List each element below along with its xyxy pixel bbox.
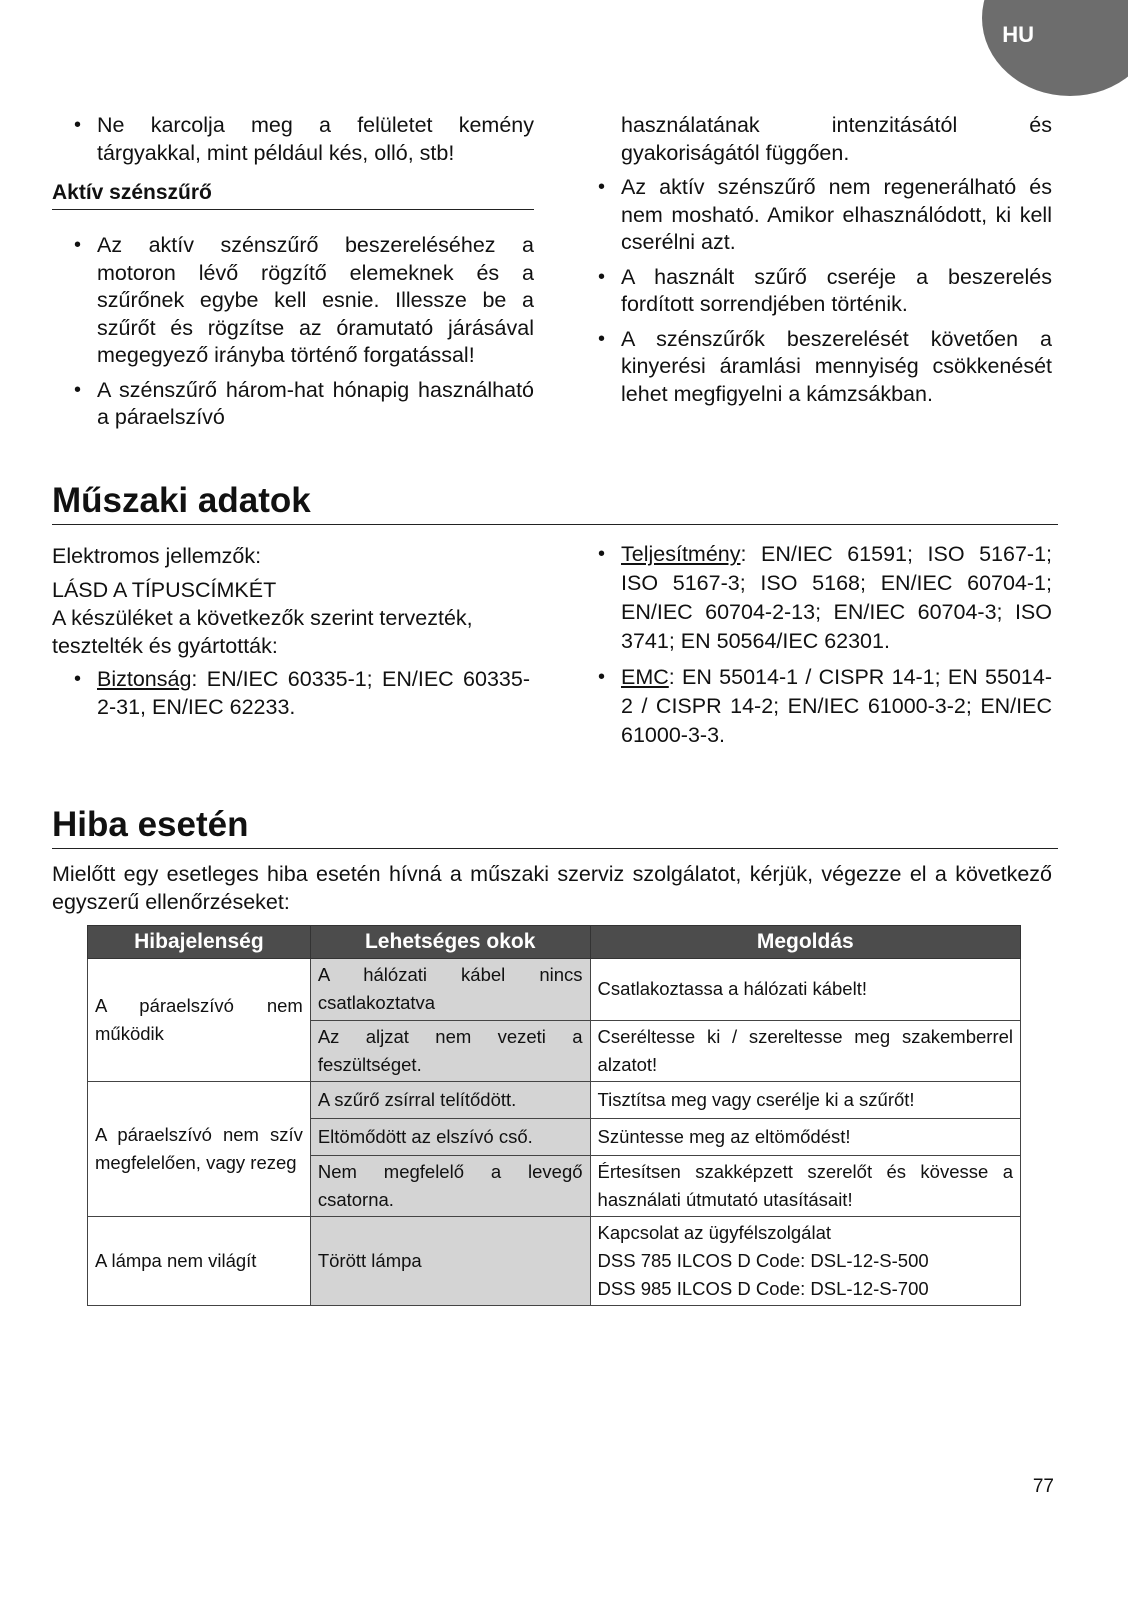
solution-cell: [590, 1217, 1020, 1306]
scratch-bullet: • Ne karcolja meg a felületet kemény tárgyakkal, mint például kés, olló, stb!: [52, 112, 534, 167]
cause-cell: A hálózati kábel nincs csatlakoztatva: [310, 959, 590, 1021]
language-badge: [982, 0, 1128, 96]
tech-data-heading: Műszaki adatok: [52, 482, 1058, 525]
tech-right-column: [576, 540, 1052, 757]
filter-install-bullet: • Az aktív szénszűrő beszereléséhez a motoron lévő rögzítő elemeknek és a szűrőnek egybe kell esnie. Illessze be a szűrőt és rögzítse az óramutató járásával megegyező irányba történő forgatással!: [52, 232, 534, 370]
cause-cell: Az aljzat nem vezeti a feszültséget.: [310, 1020, 590, 1082]
tech-left-column: [52, 542, 530, 728]
filter-replace-bullet: • A használt szűrő cseréje a beszerelés fordított sorrendjében történik.: [576, 264, 1052, 319]
cause-cell: Eltömődött az elszívó cső.: [310, 1119, 590, 1156]
filter-subheading: Aktív szénszűrő: [52, 181, 534, 210]
filter-not-washable-bullet: • Az aktív szénszűrő nem regenerálható és nem mosható. Amikor elhasználódott, ki kell cserélni azt.: [576, 174, 1052, 257]
page-number: 77: [1032, 1476, 1054, 1497]
symptom-cell: A lámpa nem világít: [88, 1217, 311, 1306]
cause-cell: Nem megfelelő a levegő csatorna.: [310, 1156, 590, 1217]
emc-label: EMC: [621, 665, 669, 689]
solution-cell: Cseréltesse ki / szereltesse meg szakemberrel alzatot!: [590, 1020, 1020, 1082]
airflow-reduction-bullet: • A szénszűrők beszerelését követően a kinyerési áramlási mennyiség csökkenését lehet megfigyelni a kámzsákban.: [576, 326, 1052, 409]
top-left-column: [52, 112, 534, 439]
troubleshooting-intro: Mielőtt egy esetleges hiba esetén hívná a műszaki szerviz szolgálatot, kérjük, végezze el a következő egyszerű ellenőrzéseket:: [52, 862, 1052, 914]
emc-bullet: [576, 663, 1052, 750]
solution-cell: Tisztítsa meg vagy cserélje ki a szűrőt!: [590, 1082, 1020, 1119]
symptom-cell: A páraelszívó nem szív megfelelően, vagy rezeg: [88, 1082, 311, 1217]
performance-label: Teljesítmény: [621, 542, 741, 566]
see-rating-label: LÁSD A TÍPUSCÍMKÉT: [52, 578, 277, 602]
safety-label: Biztonság: [97, 667, 192, 691]
performance-standards: : EN/IEC 61591; ISO 5167-1; ISO 5167-3; ISO 5168; EN/IEC 60704-1; EN/IEC 60704-2-13; EN/IEC 60704-3; ISO 3741; EN 50564/IEC 62301.: [621, 542, 1052, 653]
safety-bullet: [52, 666, 530, 721]
safety-standards: : EN/IEC 60335-1; EN/IEC 60335-2-31, EN/IEC 62233.: [97, 667, 530, 719]
troubleshooting-heading: Hiba esetén: [52, 806, 1058, 849]
table-row: [88, 1217, 1021, 1306]
solution-cell: Csatlakoztassa a hálózati kábelt!: [590, 959, 1020, 1021]
table-row: [88, 1082, 1021, 1119]
cause-cell: Törött lámpa: [310, 1217, 590, 1306]
solution-line: Kapcsolat az ügyfélszolgálat: [597, 1222, 831, 1243]
language-label: HU: [1002, 22, 1034, 47]
emc-standards: : EN 55014-1 / CISPR 14-1; EN 55014-2 / CISPR 14-2; EN/IEC 61000-3-2; EN/IEC 61000-3-3.: [621, 665, 1052, 747]
electrical-label: Elektromos jellemzők:: [52, 544, 262, 568]
column-header: Lehetséges okok: [310, 926, 590, 959]
solution-line: DSS 985 ILCOS D Code: DSL-12-S-700: [597, 1278, 929, 1299]
designed-statement: A készüléket a következők szerint tervezték, tesztelték és gyártották:: [52, 606, 473, 658]
symptom-cell: A páraelszívó nem működik: [88, 959, 311, 1082]
solution-cell: Értesítsen szakképzett szerelőt és kövesse a használati útmutató utasításait!: [590, 1156, 1020, 1217]
top-right-column: [576, 112, 1052, 415]
table-header-row: [88, 926, 1021, 959]
solution-line: DSS 785 ILCOS D Code: DSL-12-S-500: [597, 1250, 929, 1271]
column-header: Hibajelenség: [88, 926, 311, 959]
cause-cell: A szűrő zsírral telítődött.: [310, 1082, 590, 1119]
table-row: [88, 959, 1021, 1021]
solution-cell: Szüntesse meg az eltömődést!: [590, 1119, 1020, 1156]
filter-lifetime-continuation: használatának intenzitásától és gyakoriságától függően.: [621, 113, 1052, 165]
troubleshooting-table: [87, 925, 1021, 1306]
performance-bullet: [576, 540, 1052, 656]
column-header: Megoldás: [590, 926, 1020, 959]
filter-lifetime-bullet: • A szénszűrő három-hat hónapig használható a páraelszívó: [52, 377, 534, 432]
